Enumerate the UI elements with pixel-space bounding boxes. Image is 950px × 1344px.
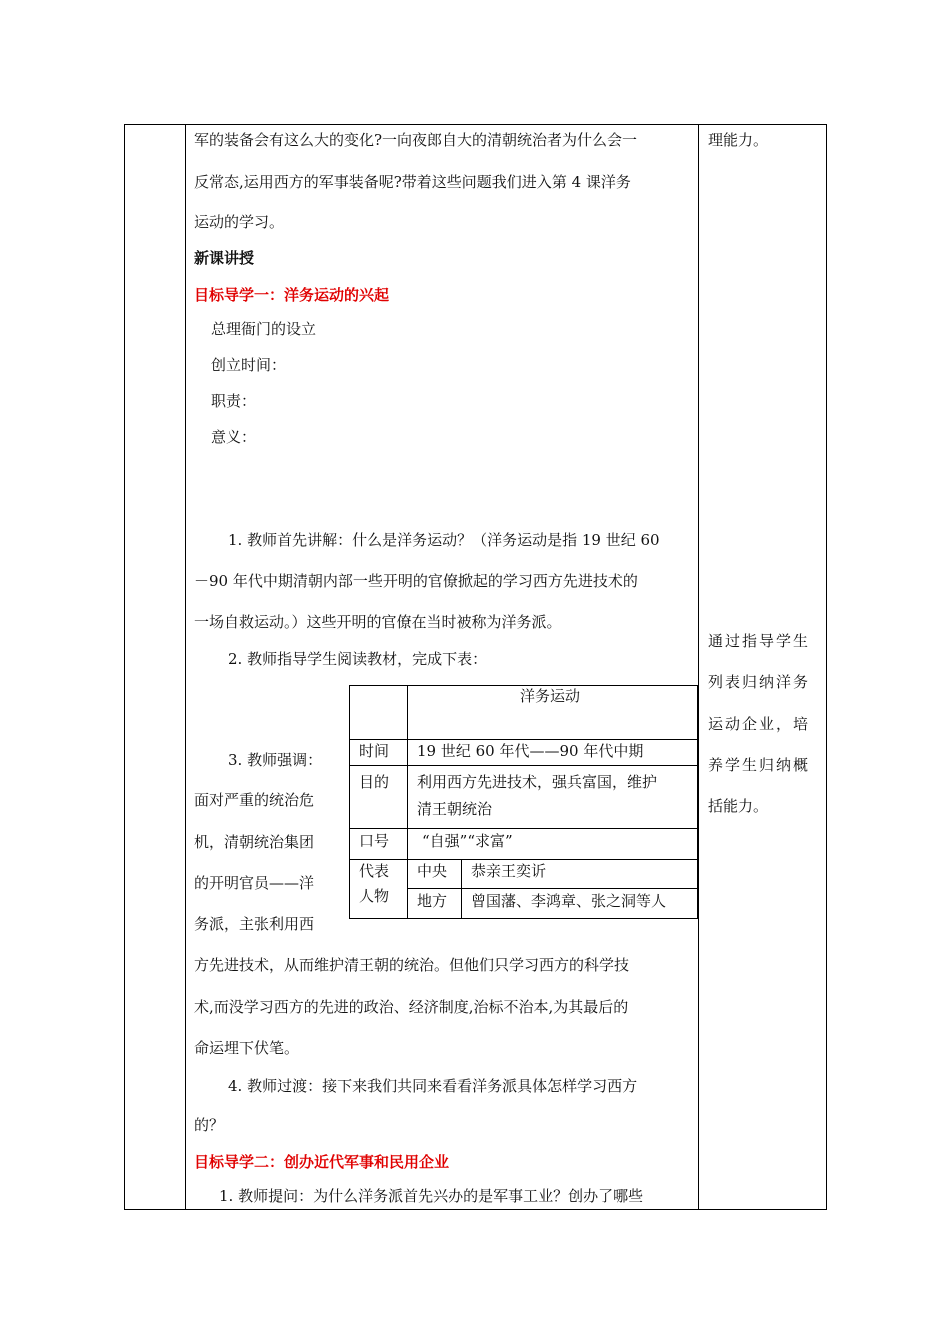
paragraph-line: 2. 教师指导学生阅读教材，完成下表： (228, 650, 488, 668)
table-divider (407, 888, 697, 889)
paragraph-line: －90 年代中期清朝内部一些开明的官僚掀起的学习西方先进技术的 (194, 572, 638, 590)
column-divider (698, 125, 699, 1209)
paragraph-line: 命运埋下伏笔。 (194, 1039, 300, 1057)
sub-label: 中央 (417, 862, 448, 880)
goal-heading-1: 目标导学一：洋务运动的兴起 (194, 286, 390, 304)
goal-heading-2: 目标导学二：创办近代军事和民用企业 (194, 1153, 450, 1171)
yangwu-summary-table (349, 685, 698, 919)
table-divider (461, 859, 462, 918)
row-value: 利用西方先进技术，强兵富国，维护 (417, 773, 658, 791)
row-value: 清王朝统治 (417, 800, 493, 818)
intro-line: 反常态,运用西方的军事装备呢?带着这些问题我们进入第 4 课洋务 (194, 173, 631, 191)
paragraph-line: 的？ (194, 1116, 225, 1134)
zongli-line: 意义： (211, 428, 257, 446)
right-note-line: 通过指导学生 (708, 632, 811, 650)
paragraph-line: 面对严重的统治危 (194, 791, 315, 809)
row-value: 恭亲王奕䜣 (471, 862, 547, 880)
sub-label: 地方 (417, 892, 448, 910)
paragraph-line: 1. 教师提问：为什么洋务派首先兴办的是军事工业？创办了哪些 (219, 1187, 644, 1205)
table-divider (350, 828, 697, 829)
table-divider (350, 859, 697, 860)
column-divider (185, 125, 186, 1209)
table-divider (350, 765, 697, 766)
paragraph-line: 4. 教师过渡：接下来我们共同来看看洋务派具体怎样学习西方 (228, 1077, 638, 1095)
table-divider (407, 686, 408, 918)
table-divider (350, 739, 697, 740)
row-label: 目的 (359, 773, 390, 791)
row-label: 口号 (359, 832, 390, 850)
intro-line: 军的装备会有这么大的变化?一向夜郎自大的清朝统治者为什么会一 (194, 131, 638, 149)
row-label: 时间 (359, 742, 390, 760)
right-note-line: 括能力。 (708, 797, 769, 815)
right-note-top: 理能力。 (708, 131, 769, 149)
right-note-line: 列表归纳洋务 (708, 673, 811, 691)
intro-line: 运动的学习。 (194, 213, 285, 231)
row-value: “自强”“求富” (422, 832, 513, 850)
paragraph-line: 3. 教师强调： (228, 751, 323, 769)
table-header: 洋务运动 (520, 687, 581, 705)
row-label: 人物 (359, 887, 390, 905)
row-value: 19 世纪 60 年代——90 年代中期 (417, 742, 644, 760)
paragraph-line: 务派，主张利用西 (194, 915, 315, 933)
right-note-line: 运动企业，培 (708, 715, 811, 733)
zongli-line: 职责： (211, 392, 257, 410)
paragraph-line: 机，清朝统治集团 (194, 833, 315, 851)
paragraph-line: 方先进技术，从而维护清王朝的统治。但他们只学习西方的科学技 (194, 956, 630, 974)
zongli-line: 总理衙门的设立 (211, 320, 317, 338)
zongli-line: 创立时间： (211, 356, 287, 374)
paragraph-line: 一场自救运动。）这些开明的官僚在当时被称为洋务派。 (194, 613, 562, 631)
row-label: 代表 (359, 862, 390, 880)
paragraph-line: 1. 教师首先讲解：什么是洋务运动？（洋务运动是指 19 世纪 60 (228, 531, 660, 549)
right-note-line: 养学生归纳概 (708, 756, 811, 774)
row-value: 曾国藩、李鸿章、张之洞等人 (471, 892, 667, 910)
section-heading: 新课讲授 (194, 249, 255, 267)
paragraph-line: 的开明官员——洋 (194, 874, 315, 892)
paragraph-line: 术,而没学习西方的先进的政治、经济制度,治标不治本,为其最后的 (194, 998, 629, 1016)
